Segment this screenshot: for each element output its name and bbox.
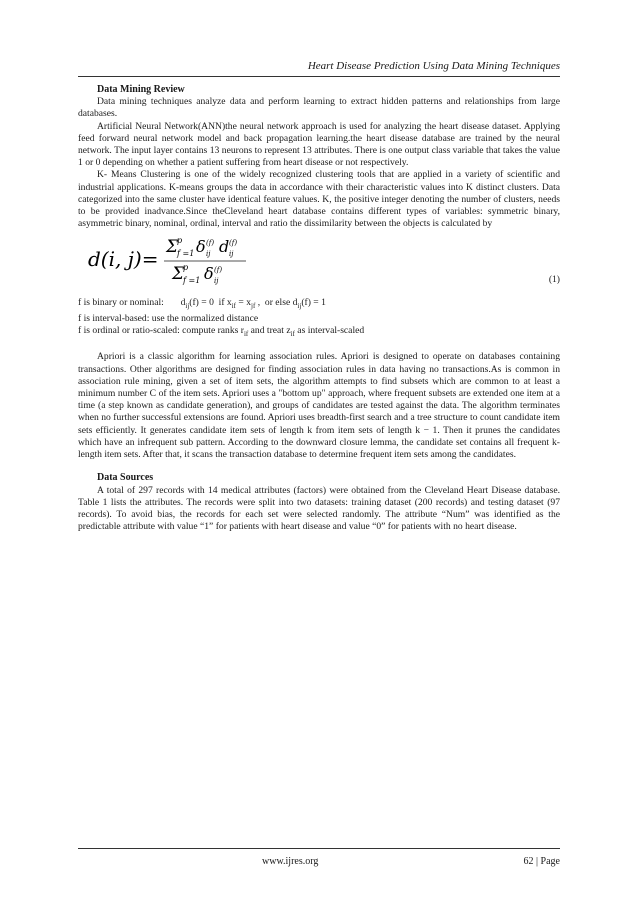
svg-text:δ: δ	[196, 237, 206, 257]
body-text	[78, 84, 560, 533]
svg-text:ij: ij	[214, 277, 219, 286]
svg-text:Σ: Σ	[172, 264, 185, 285]
svg-text:f =1: f =1	[183, 276, 201, 286]
section-title-data-sources: Data Sources	[97, 472, 154, 484]
running-header: Heart Disease Prediction Using Data Mining Techniques	[307, 60, 560, 72]
svg-text:d: d	[219, 237, 230, 257]
svg-text:ij: ij	[229, 250, 234, 259]
footer-url: www.ijres.org	[262, 856, 319, 867]
condition-binary-nominal: f is binary or nominal: $d_{ij}(f) = 0$ if $x_{if} = x_{jf}$ , or else $d_{ij}(f) = 1$	[78, 297, 326, 311]
svg-text:(f): (f)	[229, 239, 238, 248]
condition-binary-else: or else d	[264, 297, 298, 309]
svg-text:δ: δ	[204, 264, 214, 284]
condition-ordinal-post: as interval-scaled	[294, 325, 365, 337]
section-title-data-mining-review: Data Mining Review	[97, 84, 185, 95]
paragraph-ann: Artificial Neural Network(ANN)the neural network approach is used for analyzing the heart disease dataset. Applying feed forward neural network model and back propagation learning.the heart disease database are trained by the neural network. The input layer contains 13 neurons to represent 13 attributes. There is one output class variable that takes the value 1 or 0 depending on whether a patient suffering from heart disease or not respectively.	[78, 120, 560, 169]
equation-number: (1)	[548, 274, 560, 286]
paragraph-data-sources: A total of 297 records with 14 medical attributes (factors) were obtained from the Cleveland Heart Disease database. Table 1 lists the attributes. The records were split into two datasets: training dataset (200 records) and testing dataset (97 records). To avoid bias, the records for each set were selected randomly. The attribute “Num” was identified as the predictable attribute with value “1” for patients with heart disease and value “0” for patients with no heart disease.	[78, 484, 560, 533]
svg-text:(f): (f)	[214, 266, 223, 275]
footer-page-number: 62 | Page	[523, 856, 560, 867]
svg-text:(f): (f)	[206, 239, 215, 248]
condition-ordinal-ratio: f is ordinal or ratio-scaled: compute ranks $r_{if}$ and treat $z_{if}$ as interval-scaled	[78, 325, 365, 339]
footer-rule	[78, 848, 560, 849]
condition-ordinal-mid: and treat z	[248, 325, 291, 337]
svg-text:f =1: f =1	[177, 249, 195, 259]
dissimilarity-equation	[78, 234, 560, 286]
svg-text:p: p	[183, 263, 189, 273]
svg-text:ij: ij	[206, 250, 211, 259]
condition-ordinal-pre: f is ordinal or ratio-scaled: compute ranks r	[78, 325, 244, 337]
header-rule	[78, 76, 560, 77]
paragraph-kmeans: K- Means Clustering is one of the widely recognized clustering tools that are applied in a variety of scientific and industrial applications. K-means groups the data in accordance with their characteristic values into K distinct clusters. Data categorized into the same cluster have identical feature values. K, the positive integer denoting the number of clusters, needs to be provided inadvance.Since theCleveland heart database contains different types of variables: symmetric binary, asymmetric binary, nominal, ordinal, interval and ratio the dissimilarity between the objects is calculated by	[78, 169, 560, 230]
paragraph-apriori: Apriori is a classic algorithm for learning association rules. Apriori is designed to operate on databases containing transactions. Other algorithms are designed for finding association rules in data having no transactions.As is common in association rule mining, given a set of item sets, the algorithm attempts to find subsets which are common to at least a minimum number C of the item sets. Apriori uses a "bottom up" approach, where frequent subsets are extended one item at a time (a step known as candidate generation), and groups of candidates are tested against the data. The algorithm terminates when no further successful extensions are found. Apriori uses breadth-first search and a tree structure to count candidate item sets efficiently. It generates candidate item sets of length k from item sets of length k − 1. Then it prunes the candidates which have an infrequent sub pattern. According to the downward closure lemma, the candidate set contains all frequent k-length item sets. After that, it scans the transaction database to determine frequent item sets among the candidates.	[78, 351, 560, 461]
condition-interval: f is interval-based: use the normalized distance	[78, 312, 259, 324]
svg-text:p: p	[177, 236, 183, 246]
svg-text:d(i, j)=: d(i, j)=	[88, 247, 159, 272]
svg-text:Σ: Σ	[166, 237, 179, 258]
condition-binary-label: f is binary or nominal:	[78, 297, 164, 309]
paragraph-review-intro: Data mining techniques analyze data and perform learning to extract hidden patterns and relationships from large databases.	[78, 96, 560, 120]
dissimilarity-formula	[88, 234, 308, 286]
